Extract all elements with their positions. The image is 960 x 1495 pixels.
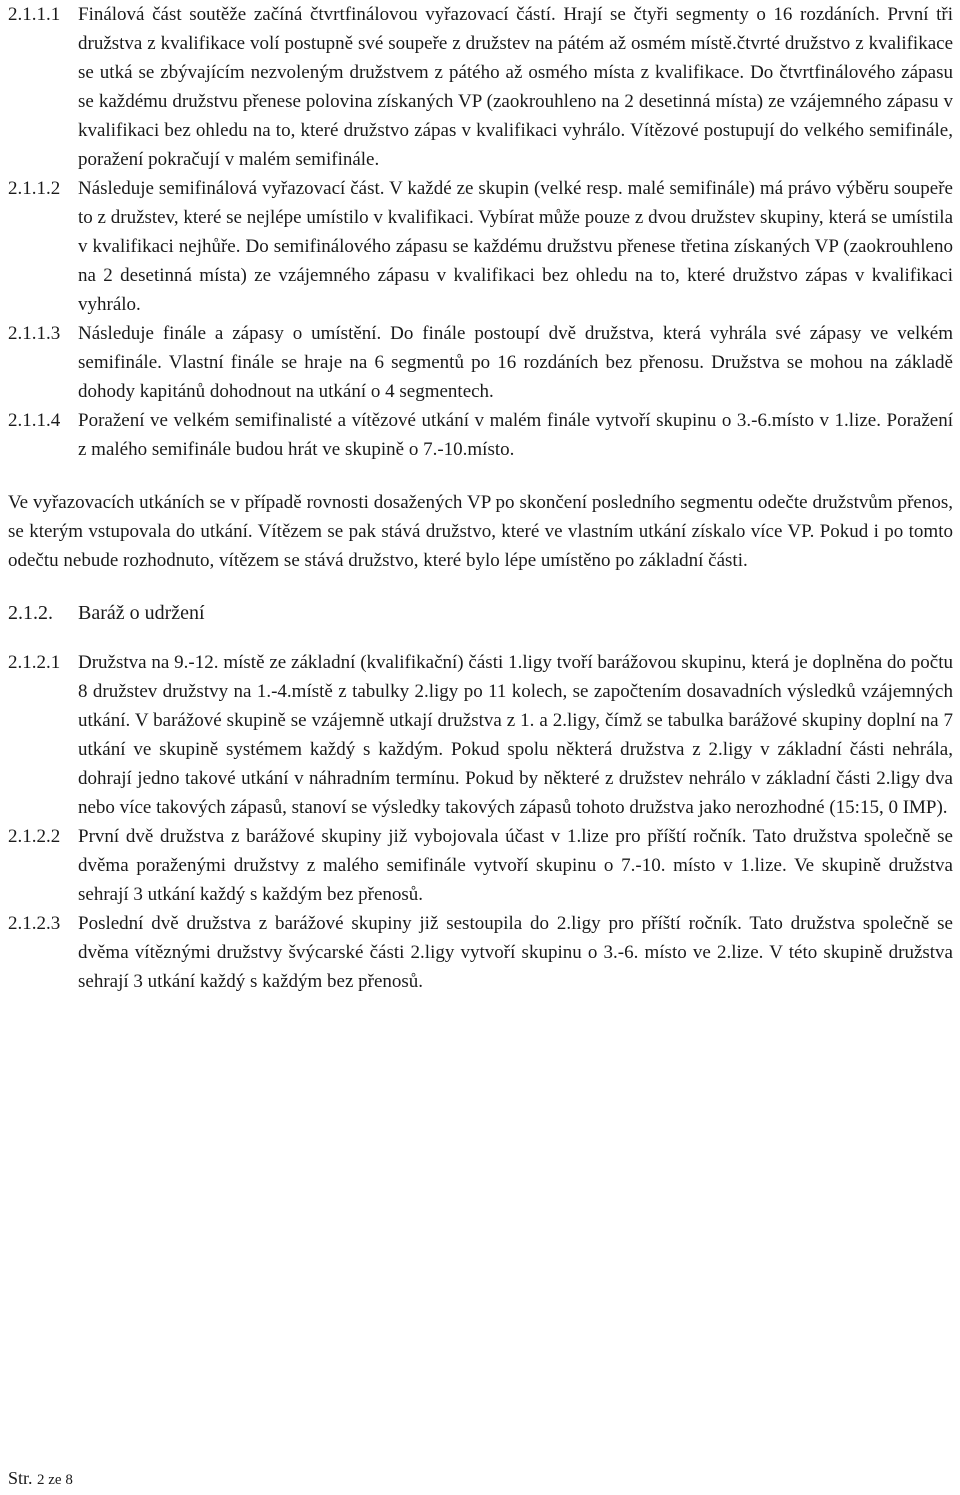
- rule-text: Následuje finále a zápasy o umístění. Do finále postoupí dvě družstva, která vyhrála své zápasy ve velkém semifinále. Vlastní finále se hraje na 6 segmentů po 16 rozdáních bez přenosu. Družstva se mohou na základě dohody kapitánů dohodnout na utkání o 4 segmentech.: [78, 323, 953, 402]
- footer-label: Str.: [8, 1468, 33, 1488]
- rule-text: Poražení ve velkém semifinalisté a vítězové utkání v malém finále vytvoří skupinu o 3.-6.místo v 1.lize. Poražení z malého semifinále budou hrát ve skupině o 7.-10.místo.: [78, 410, 953, 460]
- rule-text: Poslední dvě družstva z barážové skupiny již sestoupila do 2.ligy pro příští ročník. Tato družstva společně se dvěma vítěznými družstvy švýcarské části 2.ligy vytvoří skupinu o 3.-6. místo ve 2.lize. V této skupině družstva sehrají 3 utkání každý s každým bez přenosů.: [78, 913, 953, 992]
- section-title: Baráž o udržení: [78, 602, 205, 624]
- tiebreak-paragraph: Ve vyřazovacích utkáních se v případě rovnosti dosažených VP po skončení posledního segmentu odečte družstvům přenos, se kterým vstupovala do utkání. Vítězem se pak stává družstvo, které ve vlastním utkání získalo více VP. Pokud i po tomto odečtu nebude rozhodnuto, vítězem se stává družstvo, které bylo lépe umístěno po základní části.: [8, 492, 953, 571]
- rule-item: [8, 648, 953, 822]
- spacer: [8, 575, 953, 599]
- section-number: 2.1.2.: [8, 602, 53, 624]
- rule-number: 2.1.1.3: [8, 323, 61, 344]
- rule-number: 2.1.1.1: [8, 4, 61, 25]
- page-number: 2 ze 8: [37, 1472, 73, 1488]
- rule-item: [8, 822, 953, 909]
- rule-item: [8, 406, 953, 464]
- rule-text: Finálová část soutěže začíná čtvrtfinálovou vyřazovací částí. Hrají se čtyři segmenty o 16 rozdáních. První tři družstva z kvalifikace volí postupně své soupeře z družstev na pátém až osmém místě.čtvrté družstvo z kvalifikace se utká se zbývajícím nezvoleným družstvem z pátého až osmého místa z kvalifikace. Do čtvrtfinálového zápasu se každému družstvu přenese polovina získaných VP (zaokrouhleno na 2 desetinná místa) ze vzájemného zápasu v kvalifikaci bez ohledu na to, které družstvo zápas v kvalifikaci vyhrálo. Vítězové postupují do velkého semifinále, poražení pokračují v malém semifinále.: [78, 4, 953, 170]
- rule-number: 2.1.2.1: [8, 652, 61, 673]
- page-footer: [8, 1464, 73, 1495]
- rule-item: [8, 909, 953, 996]
- spacer: [8, 464, 953, 488]
- rule-item: [8, 174, 953, 319]
- rule-item: [8, 0, 953, 174]
- spacer: [8, 628, 953, 648]
- rule-item: [8, 319, 953, 406]
- rule-number: 2.1.1.2: [8, 178, 61, 199]
- rule-number: 2.1.2.3: [8, 913, 61, 934]
- section-heading: [8, 599, 953, 628]
- rule-text: První dvě družstva z barážové skupiny již vybojovala účast v 1.lize pro příští ročník. Tato družstva společně se dvěma poraženými družstvy z malého semifinále vytvoří skupinu o 7.-10. místo v 1.lize. Ve skupině družstva sehrají 3 utkání každý s každým bez přenosů.: [78, 826, 953, 905]
- document-page: [8, 0, 953, 996]
- rule-text: Následuje semifinálová vyřazovací část. V každé ze skupin (velké resp. malé semifinále) má právo výběru soupeře to z družstev, které se nejlépe umístilo v kvalifikaci. Vybírat může pouze z dvou družstev skupiny, která se umístila v kvalifikaci nejhůře. Do semifinálového zápasu se každému družstvu přenese třetina získaných VP (zaokrouhleno na 2 desetinná místa) ze vzájemného zápasu v kvalifikaci bez ohledu na to, které družstvo zápas v kvalifikaci vyhrálo.: [78, 178, 953, 315]
- rule-number: 2.1.2.2: [8, 826, 61, 847]
- rule-number: 2.1.1.4: [8, 410, 61, 431]
- rule-text: Družstva na 9.-12. místě ze základní (kvalifikační) části 1.ligy tvoří barážovou skupinu, která je doplněna do počtu 8 družstev družstvy na 1.-4.místě z tabulky 2.ligy po 11 kolech, se započtením dosavadních výsledků vzájemných utkání. V barážové skupině se vzájemně utkají družstva z 1. a 2.ligy, čímž se tabulka barážové skupiny doplní na 7 utkání ve skupině systémem každý s každým. Pokud spolu některá družstva z 2.ligy v základní části nehrála, dohrají jedno takové utkání v náhradním termínu. Pokud by některé z družstev nehrálo v základní části 2.ligy dva nebo více takových zápasů, stanoví se výsledky takových zápasů tohoto družstva jako nerozhodné (15:15, 0 IMP).: [78, 652, 953, 818]
